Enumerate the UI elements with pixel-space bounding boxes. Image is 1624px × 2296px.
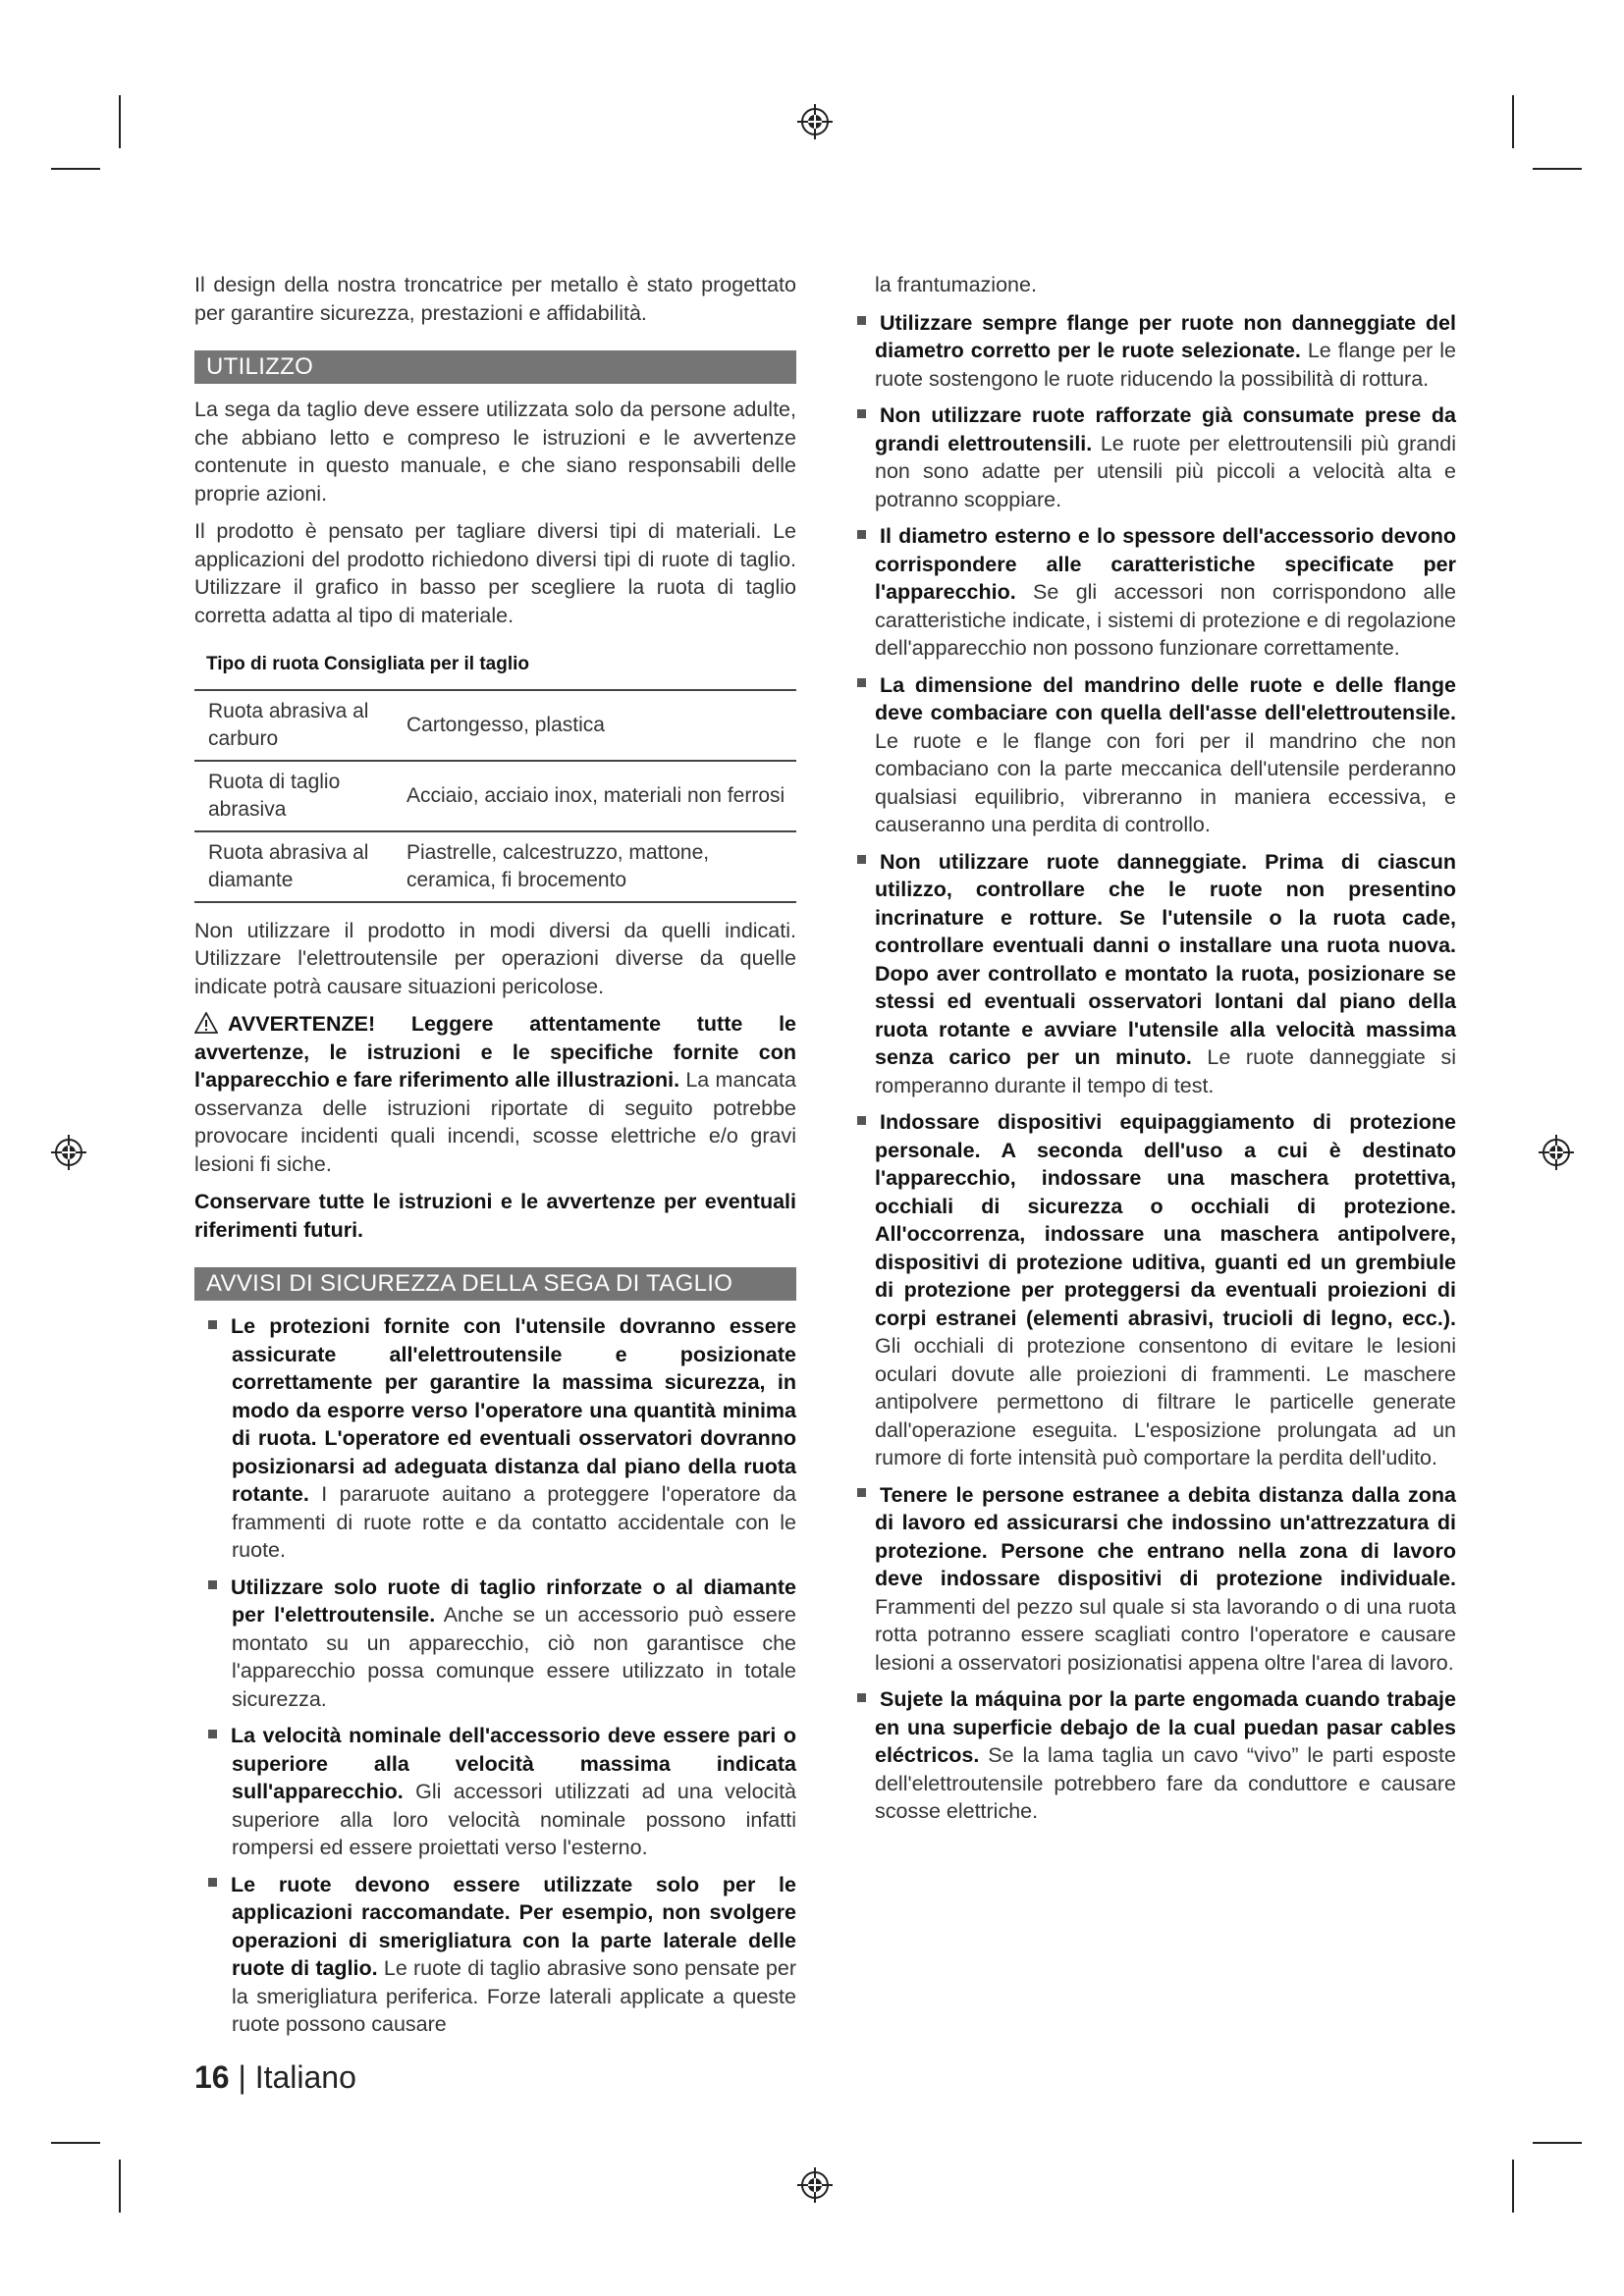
list-item <box>194 1574 796 1714</box>
registration-mark-icon <box>797 104 833 139</box>
list-item <box>857 522 1456 663</box>
bullet-bold: Non utilizzare ruote danneggiate. Prima di ciascun utilizzo, controllare che le ruote non presentino incrinature e rotture. Se l'utensile o la ruota cade, controllare eventuali danni o installare una ruota nuova. Dopo aver controllato e montato la ruota, posizionare se stessi ed eventuali osservatori lontani dal piano della ruota rotante e avviare l'utensile alla velocità massima senza carico per un minuto. <box>875 849 1456 1069</box>
list-item <box>194 1312 796 1565</box>
warning-bold: AVVERTENZE! Leggere attentamente tutte le avvertenze, le istruzioni e le specifiche fornite con l'apparecchio e fare riferimento alle illustrazioni. <box>194 1012 796 1092</box>
bullet-text: Le ruote per elettroutensili più grandi non sono adatte per utensili più piccoli a velocità alta e potranno scoppiare. <box>875 431 1456 511</box>
crop-mark <box>1533 168 1582 170</box>
bullet-text: Frammenti del pezzo sul quale si sta lavorando o di una ruota rotta potranno essere scagliati contro l'operatore e causare lesioni a osservatori posizionatisi appena oltre l'area di lavoro. <box>875 1594 1456 1675</box>
bullet-text: Se la lama taglia un cavo “vivo” le parti esposte dell'elettroutensile potrebbero fare da conduttore e causare scosse elettriche. <box>875 1743 1456 1823</box>
bullet-bold: Indossare dispositivi equipaggiamento di protezione personale. A seconda dell'uso a cui è destinato l'apparecchio, indossare una maschera protettiva, occhiali di sicurezza o occhiali di protezione. All'occorrenza, indossare una maschera antipolvere, dispositivi di protezione uditiva, guanti ed un grembiule di protezione per proteggersi da eventuali proiezioni di corpi estranei (elementi abrasivi, trucioli di legno, ecc.). <box>875 1110 1456 1330</box>
bullet-bold: Utilizzare solo ruote di taglio rinforzate o al diamante per l'elettroutensile. <box>231 1575 796 1627</box>
table-row <box>194 831 796 902</box>
list-item <box>194 1722 796 1862</box>
bullet-bold: Le ruote devono essere utilizzate solo per le applicazioni raccomandate. Per esempio, non svolgere operazioni di smerigliatura con la parte laterale delle ruote di taglio. <box>231 1872 796 1980</box>
bullet-square-icon <box>857 409 866 418</box>
safety-list-left <box>194 1312 796 2039</box>
wheel-table <box>194 689 796 903</box>
bullet-bold: Il diametro esterno e lo spessore dell'accessorio devono corrispondere alle caratteristiche specificate per l'apparecchio. <box>875 524 1456 604</box>
bullet-text: Le ruote di taglio abrasive sono pensate per la smerigliatura periferica. Forze laterali applicate a queste ruote possono causare <box>232 1956 796 2036</box>
table-cell-wheel: Ruota abrasiva al carburo <box>208 699 369 750</box>
bullet-square-icon <box>208 1878 217 1887</box>
bullet-bold: La dimensione del mandrino delle ruote e delle flange deve combaciare con quella dell'asse dell'elettroutensile. <box>875 672 1456 724</box>
crop-mark <box>1512 95 1514 148</box>
list-item <box>857 401 1456 513</box>
bullet-bold: La velocità nominale dell'accessorio deve essere pari o superiore alla velocità massima indicata sull'apparecchio. <box>231 1724 796 1803</box>
warning-text: La mancata osservanza delle istruzioni riportate di seguito potrebbe provocare incidenti quali incendi, scosse elettriche e/o gravi lesioni fi siche. <box>194 1068 796 1176</box>
continuation-text: la frantumazione. <box>875 273 1037 296</box>
bullet-text: Se gli accessori non corrispondono alle caratteristiche indicate, i sistemi di protezione e di regolazione dell'apparecchio non possono funzionare correttamente. <box>875 580 1456 660</box>
crop-mark <box>119 95 121 148</box>
bullet-square-icon <box>208 1580 217 1589</box>
right-column <box>857 271 1456 1835</box>
table-row <box>194 690 796 761</box>
bullet-square-icon <box>857 316 866 325</box>
list-item <box>857 1685 1456 1826</box>
bullet-text: Gli occhiali di protezione consentono di evitare le lesioni oculari dovute alle proiezioni di frammenti. Le maschere antipolvere permettono di filtrare le particelle generate dall'operazione eseguita. L'esposizione prolungata ad un rumore di forte intensità può comportare la perdita dell'udito. <box>875 1334 1456 1469</box>
list-item <box>857 309 1456 394</box>
left-column <box>194 271 796 2048</box>
list-item <box>857 671 1456 839</box>
bullet-square-icon <box>208 1320 217 1329</box>
page-footer <box>194 2059 356 2096</box>
section-heading-safety: AVVISI DI SICUREZZA DELLA SEGA DI TAGLIO <box>194 1267 796 1301</box>
bullet-text: Le flange per le ruote sostengono le ruote riducendo la possibilità di rottura. <box>875 339 1456 391</box>
bullet-text: Gli accessori utilizzati ad una velocità superiore alla loro velocità nominale possono infatti rompersi ed essere proiettati verso l'esterno. <box>232 1780 796 1859</box>
utilizzo-paragraph-1: La sega da taglio deve essere utilizzata solo da persone adulte, che abbiano letto e compreso le istruzioni e le avvertenze contenute in questo manuale, e che siano responsabili delle proprie azioni. <box>194 398 796 506</box>
footer-language: Italiano <box>254 2059 356 2095</box>
bullet-bold: Non utilizzare ruote rafforzate già consumate prese da grandi elettroutensili. <box>875 403 1456 455</box>
registration-mark-icon <box>797 2167 833 2203</box>
crop-mark <box>1533 2142 1582 2144</box>
keep-instructions-text: Conservare tutte le istruzioni e le avvertenze per eventuali riferimenti futuri. <box>194 1190 796 1242</box>
crop-mark <box>119 2160 121 2213</box>
safety-list-right <box>857 309 1456 1826</box>
list-item <box>857 848 1456 1100</box>
crop-mark <box>51 2142 100 2144</box>
table-cell-use: Cartongesso, plastica <box>406 713 605 736</box>
bullet-bold: Tenere le persone estranee a debita distanza dalla zona di lavoro ed assicurarsi che indossino un'attrezzatura di protezione. Persone che entrano nella zona di lavoro deve indossare dispositivi di protezione individuale. <box>875 1482 1456 1590</box>
registration-mark-icon <box>51 1135 86 1170</box>
bullet-square-icon <box>208 1730 217 1738</box>
bullet-bold: Le protezioni fornite con l'utensile dovranno essere assicurate all'elettroutensile e posizionate correttamente per garantire la massima sicurezza, in modo da esporre verso l'operatore una quantità minima di ruota. L'operatore ed eventuali osservatori dovranno posizionarsi ad adeguata distanza dal piano della ruota rotante. <box>231 1314 796 1506</box>
utilizzo-paragraph-2: Il prodotto è pensato per tagliare diversi tipi di materiali. Le applicazioni del prodotto richiedono diversi tipi di ruote di taglio. Utilizzare il grafico in basso per scegliere la ruota di taglio corretta adatta al tipo di materiale. <box>194 519 796 627</box>
intro-paragraph: Il design della nostra troncatrice per metallo è stato progettato per garantire sicurezza, prestazioni e affidabilità. <box>194 273 796 325</box>
table-cell-use: Piastrelle, calcestruzzo, mattone, ceramica, fi brocemento <box>406 840 710 891</box>
bullet-square-icon <box>857 1116 866 1125</box>
bullet-text: Anche se un accessorio può essere montato su un apparecchio, ciò non garantisce che l'apparecchio possa comunque essere utilizzato in totale sicurezza. <box>232 1603 796 1711</box>
table-cell-wheel: Ruota di taglio abrasiva <box>208 770 341 821</box>
bullet-square-icon <box>857 678 866 687</box>
footer-separator: | <box>238 2059 246 2095</box>
crop-mark <box>51 168 100 170</box>
bullet-square-icon <box>857 530 866 539</box>
page-number: 16 <box>194 2059 230 2095</box>
list-item <box>857 1481 1456 1678</box>
bullet-square-icon <box>857 1693 866 1702</box>
table-title: Tipo di ruota Consigliata per il taglio <box>206 654 530 674</box>
crop-mark <box>1512 2160 1514 2213</box>
list-item <box>857 1108 1456 1472</box>
bullet-text: Le ruote danneggiate si romperanno durante il tempo di test. <box>875 1045 1456 1097</box>
after-table-paragraph: Non utilizzare il prodotto in modi diversi da quelli indicati. Utilizzare l'elettroutensile per operazioni diverse da quelle indicate potrà causare situazioni pericolose. <box>194 918 796 998</box>
bullet-square-icon <box>857 1488 866 1497</box>
table-row <box>194 761 796 831</box>
bullet-bold: Sujete la máquina por la parte engomada cuando trabaje en una superficie debajo de la cual puedan pasar cables eléctricos. <box>875 1687 1456 1767</box>
table-cell-use: Acciaio, acciaio inox, materiali non ferrosi <box>406 783 785 807</box>
bullet-text: Le ruote e le flange con fori per il mandrino che non combaciano con la parte meccanica dell'utensile perderanno qualsiasi equilibrio, vibreranno in maniera eccessiva, e causeranno una perdita di controllo. <box>875 728 1456 836</box>
bullet-text: I pararuote auitano a proteggere l'operatore da frammenti di ruote rotte e da contatto accidentale con le ruote. <box>232 1482 796 1562</box>
bullet-bold: Utilizzare sempre flange per ruote non danneggiate del diametro corretto per le ruote selezionate. <box>875 310 1456 362</box>
warning-paragraph <box>194 1010 796 1178</box>
bullet-square-icon <box>857 855 866 864</box>
table-cell-wheel: Ruota abrasiva al diamante <box>208 840 369 891</box>
list-item <box>194 1871 796 2039</box>
section-heading-utilizzo: UTILIZZO <box>194 350 796 384</box>
warning-triangle-icon <box>194 1012 218 1034</box>
keep-instructions <box>194 1188 796 1244</box>
registration-mark-icon <box>1539 1135 1574 1170</box>
